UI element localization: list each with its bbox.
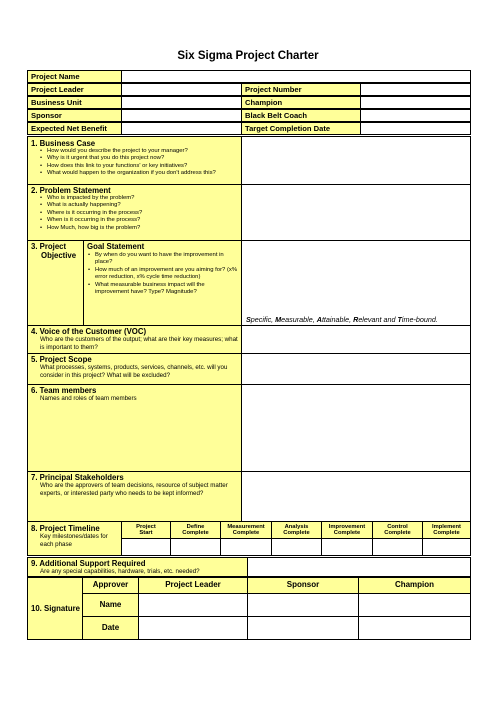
signature-row-date-label: Date [82, 616, 139, 640]
bullet-item: • Why is it urgent that you do this project now? [39, 155, 238, 162]
signature-date-champion[interactable] [358, 616, 471, 640]
team-members-section [27, 384, 242, 472]
signature-col-project-leader: Project Leader [138, 577, 248, 594]
timeline-header-measurement: Measurement Complete [220, 521, 272, 539]
signature-col-champion: Champion [358, 577, 471, 594]
timeline-date-implement[interactable] [422, 538, 471, 556]
timeline-header-improvement: Improvement Complete [321, 521, 373, 539]
signature-col-sponsor: Sponsor [247, 577, 359, 594]
goal-statement-bullets [87, 252, 238, 296]
signature-date-sponsor[interactable] [247, 616, 359, 640]
project-objective-heading-1: 3. Project [31, 242, 67, 251]
project-leader-field[interactable] [121, 83, 242, 96]
smart-criteria-hint: Specific, Measurable, Attainable, Relevant and Time-bound. [246, 315, 438, 324]
bullet-item: • How would you describe the project to your manager? [39, 148, 238, 155]
project-objective-heading-2: Objective [41, 251, 77, 260]
team-members-field[interactable] [241, 384, 471, 472]
signature-label-cell [27, 577, 83, 640]
timeline-section [27, 521, 122, 556]
stakeholders-heading: 7. Principal Stakeholders [31, 473, 124, 482]
project-name-label: Project Name [27, 70, 122, 83]
target-completion-date-field[interactable] [360, 122, 471, 135]
stakeholders-section [27, 471, 242, 522]
timeline-date-analysis[interactable] [271, 538, 322, 556]
signature-name-sponsor[interactable] [247, 593, 359, 617]
signature-name-project-leader[interactable] [138, 593, 248, 617]
problem-statement-bullets [39, 195, 238, 232]
voc-description: Who are the customers of the output; what are their key measures; what is important to them? [40, 336, 238, 351]
timeline-date-define[interactable] [170, 538, 221, 556]
problem-statement-field[interactable] [241, 184, 471, 241]
bullet-item: • What is actually happening? [39, 202, 238, 209]
business-case-bullets [39, 148, 238, 178]
project-scope-field[interactable] [241, 353, 471, 385]
timeline-date-improvement[interactable] [321, 538, 373, 556]
bullet-item: • How much of an improvement are you aiming for? (x% error reduction, x% cycle time reduction) [87, 267, 238, 282]
voc-heading: 4. Voice of the Customer (VOC) [31, 327, 147, 336]
expected-net-benefit-field[interactable] [121, 122, 242, 135]
timeline-heading: 8. Project Timeline [31, 524, 100, 533]
page-title: Six Sigma Project Charter [177, 50, 319, 62]
stakeholders-field[interactable] [241, 471, 471, 522]
additional-support-section [27, 557, 248, 577]
bullet-item: • What measurable business impact will the improvement have? Type? Magnitude? [87, 282, 238, 297]
expected-net-benefit-label: Expected Net Benefit [27, 122, 122, 135]
goal-statement-heading: Goal Statement [87, 242, 145, 251]
project-scope-description: What processes, systems, products, services, channels, etc. will you consider in this project? What will be excluded? [40, 364, 228, 379]
project-objective-label [27, 240, 84, 326]
timeline-date-measurement[interactable] [220, 538, 272, 556]
business-unit-field[interactable] [121, 96, 242, 109]
sponsor-label: Sponsor [27, 109, 122, 122]
timeline-date-project-start[interactable] [121, 538, 171, 556]
timeline-header-implement: Implement Complete [422, 521, 471, 539]
project-number-label: Project Number [241, 83, 361, 96]
voc-field[interactable] [241, 325, 471, 354]
bullet-item: • How does this link to your functions' or key initiatives? [39, 163, 238, 170]
timeline-description: Key milestones/dates for each phase [40, 533, 108, 548]
additional-support-description: Are any special capabilities, hardware, trials, etc. needed? [40, 568, 200, 575]
voc-section [27, 325, 242, 354]
project-scope-heading: 5. Project Scope [31, 355, 92, 364]
project-leader-label: Project Leader [27, 83, 122, 96]
bullet-item: • What would happen to the organization if you don't address this? [39, 170, 238, 177]
sponsor-field[interactable] [121, 109, 242, 122]
business-case-field[interactable] [241, 136, 471, 185]
problem-statement-section [27, 184, 242, 241]
bullet-item: • How Much, how big is the problem? [39, 225, 238, 232]
signature-date-project-leader[interactable] [138, 616, 248, 640]
black-belt-coach-field[interactable] [360, 109, 471, 122]
target-completion-date-label: Target Completion Date [241, 122, 361, 135]
signature-name-champion[interactable] [358, 593, 471, 617]
stakeholders-description: Who are the approvers of team decisions, resource of subject matter experts, or interested party who needs to be kept informed? [40, 482, 228, 497]
signature-heading: 10. Signature [31, 604, 80, 613]
bullet-item: • Who is impacted by the problem? [39, 195, 238, 202]
signature-approver-header: Approver [82, 577, 139, 594]
team-members-description: Names and roles of team members [40, 395, 137, 402]
business-case-heading: 1. Business Case [31, 139, 96, 148]
project-name-field[interactable] [121, 70, 471, 83]
additional-support-field[interactable] [247, 557, 471, 577]
team-members-heading: 6. Team members [31, 386, 97, 395]
champion-label: Champion [241, 96, 361, 109]
timeline-header-analysis: Analysis Complete [271, 521, 322, 539]
timeline-header-control: Control Complete [372, 521, 423, 539]
project-scope-section [27, 353, 242, 385]
project-objective-field[interactable] [241, 240, 471, 326]
signature-row-name-label: Name [82, 593, 139, 617]
additional-support-heading: 9. Additional Support Required [31, 559, 146, 568]
bullet-item: • When is it occurring in the process? [39, 217, 238, 224]
business-case-section [27, 136, 242, 185]
timeline-date-control[interactable] [372, 538, 423, 556]
timeline-header-project-start: Project Start [121, 521, 171, 539]
black-belt-coach-label: Black Belt Coach [241, 109, 361, 122]
goal-statement-section [83, 240, 242, 326]
timeline-header-define: Define Complete [170, 521, 221, 539]
bullet-item: • By when do you want to have the improvement in place? [87, 252, 238, 267]
bullet-item: • Where is it occurring in the process? [39, 210, 238, 217]
problem-statement-heading: 2. Problem Statement [31, 186, 111, 195]
business-unit-label: Business Unit [27, 96, 122, 109]
project-number-field[interactable] [360, 83, 471, 96]
champion-field[interactable] [360, 96, 471, 109]
